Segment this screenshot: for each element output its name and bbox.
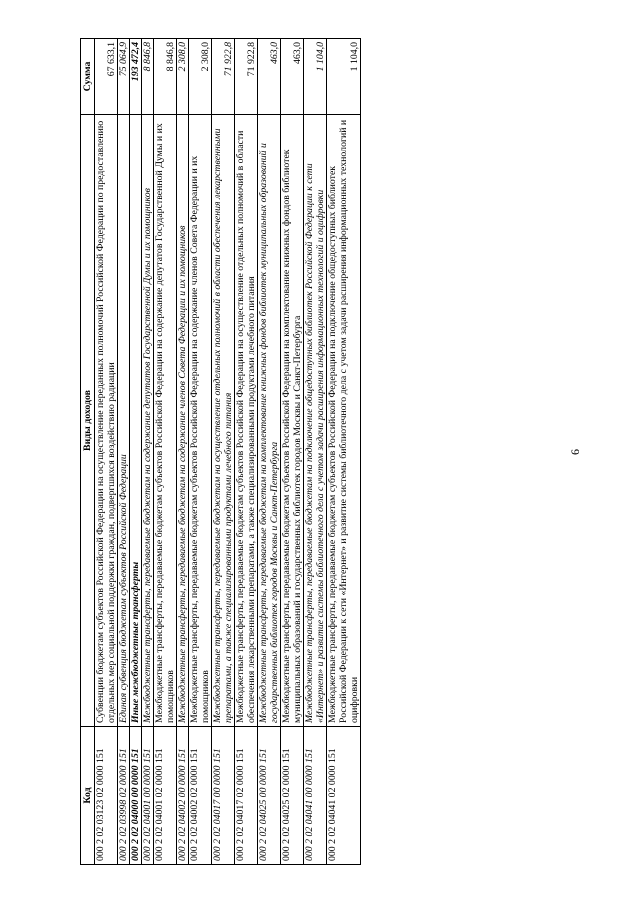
code-cell: 000 2 02 04017 02 0000 151: [235, 727, 258, 865]
name-cell: Межбюджетные трансферты, передаваемые бюджетам субъектов Российской Федерации на комплектование книжных фондов библиотек муниципальных образований и государственных библиотек городов Москвы и Санкт-Петербурга: [281, 115, 304, 727]
table-row: [258, 39, 281, 865]
rotated-page: [80, 39, 560, 865]
sum-cell: 1 104,0: [304, 39, 327, 115]
code-cell: 000 2 02 03123 02 0000 151: [95, 727, 118, 865]
name-cell: Межбюджетные трансферты, передаваемые бюджетам на содержание депутатов Государственной Думы и их помощников: [142, 115, 154, 727]
name-cell: Межбюджетные трансферты, передаваемые бюджетам субъектов Российской Федерации на содержание депутатов Государственной Думы и их помощников: [154, 115, 177, 727]
code-cell: 000 2 02 04001 00 0000 151: [142, 727, 154, 865]
header-sum: Сумма: [81, 39, 95, 115]
table-row: [95, 39, 118, 865]
sum-cell: 67 633,1: [95, 39, 118, 115]
header-code: Код: [81, 727, 95, 865]
sum-cell: 2 308,0: [177, 39, 189, 115]
code-cell: 000 2 02 04001 02 0000 151: [154, 727, 177, 865]
name-cell: Межбюджетные трансферты, передаваемые бюджетам субъектов Российской Федерации на содержание членов Совета Федерации и их помощников: [189, 115, 212, 727]
code-cell: 000 2 02 03998 02 0000 151: [118, 727, 130, 865]
table-row: [177, 39, 189, 865]
sum-cell: 8 846,8: [154, 39, 177, 115]
name-cell: Иные межбюджетные трансферты: [130, 115, 142, 727]
revenue-table: [80, 38, 361, 865]
name-cell: Субвенции бюджетам субъектов Российской Федерации на осуществление переданных полномочий Российской Федерации по предоставлению отдельных мер социальной поддержки граждан, подвергшихся воздействию радиации: [95, 115, 118, 727]
header-name: Виды доходов: [81, 115, 95, 727]
name-cell: Межбюджетные трансферты, передаваемые бюджетам на подключение общедоступных библиотек Российской Федерации к сети «Интернет» и развитие системы библиотечного дела с учетом задачи расширения информационных технологий и оцифровки: [304, 115, 327, 727]
name-cell: Межбюджетные трансферты, передаваемые бюджетам на содержание членов Совета Федерации и их помощников: [177, 115, 189, 727]
code-cell: 000 2 02 04000 00 0000 151: [130, 727, 142, 865]
sum-cell: 463,0: [258, 39, 281, 115]
sum-cell: 2 308,0: [189, 39, 212, 115]
code-cell: 000 2 02 04017 00 0000 151: [212, 727, 235, 865]
table-row: [154, 39, 177, 865]
page-number: 6: [568, 449, 582, 455]
code-cell: 000 2 02 04002 00 0000 151: [177, 727, 189, 865]
table-row: [142, 39, 154, 865]
code-cell: 000 2 02 04025 02 0000 151: [281, 727, 304, 865]
code-cell: 000 2 02 04041 02 0000 151: [327, 727, 361, 865]
table-row: [235, 39, 258, 865]
table-row: [130, 39, 142, 865]
name-cell: Межбюджетные трансферты, передаваемые бюджетам субъектов Российской Федерации на подключение общедоступных библиотек Российской Федерации к сети «Интернет» и развитие системы библиотечного дела с учетом задачи расширения информационных технологий и оцифровки: [327, 115, 361, 727]
sum-cell: 71 922,8: [212, 39, 235, 115]
sum-cell: 1 104,0: [327, 39, 361, 115]
sum-cell: 463,0: [281, 39, 304, 115]
table-row: [212, 39, 235, 865]
name-cell: Межбюджетные трансферты, передаваемые бюджетам субъектов Российской Федерации на осуществление отдельных полномочий в области обеспечения лекарственными препаратами, а также специализированными продуктами лечебного питания: [235, 115, 258, 727]
code-cell: 000 2 02 04025 00 0000 151: [258, 727, 281, 865]
table-row: [189, 39, 212, 865]
sum-cell: 71 922,8: [235, 39, 258, 115]
table-body: [95, 39, 361, 865]
table-row: [304, 39, 327, 865]
name-cell: Межбюджетные трансферты, передаваемые бюджетам на осуществление отдельных полномочий в области обеспечения лекарственными препаратами, а также специализированными продуктами лечебного питания: [212, 115, 235, 727]
sum-cell: 8 846,8: [142, 39, 154, 115]
code-cell: 000 2 02 04002 02 0000 151: [189, 727, 212, 865]
table-row: [281, 39, 304, 865]
name-cell: Межбюджетные трансферты, передаваемые бюджетам на комплектование книжных фондов библиотек муниципальных образований и государственных библиотек городов Москвы и Санкт-Петербурга: [258, 115, 281, 727]
table-header-row: [81, 39, 95, 865]
table-row: [118, 39, 130, 865]
table-row: [327, 39, 361, 865]
sum-cell: 193 472,4: [130, 39, 142, 115]
code-cell: 000 2 02 04041 00 0000 151: [304, 727, 327, 865]
sum-cell: 75 064,9: [118, 39, 130, 115]
name-cell: Единая субвенция бюджетам субъектов Российской Федерации: [118, 115, 130, 727]
